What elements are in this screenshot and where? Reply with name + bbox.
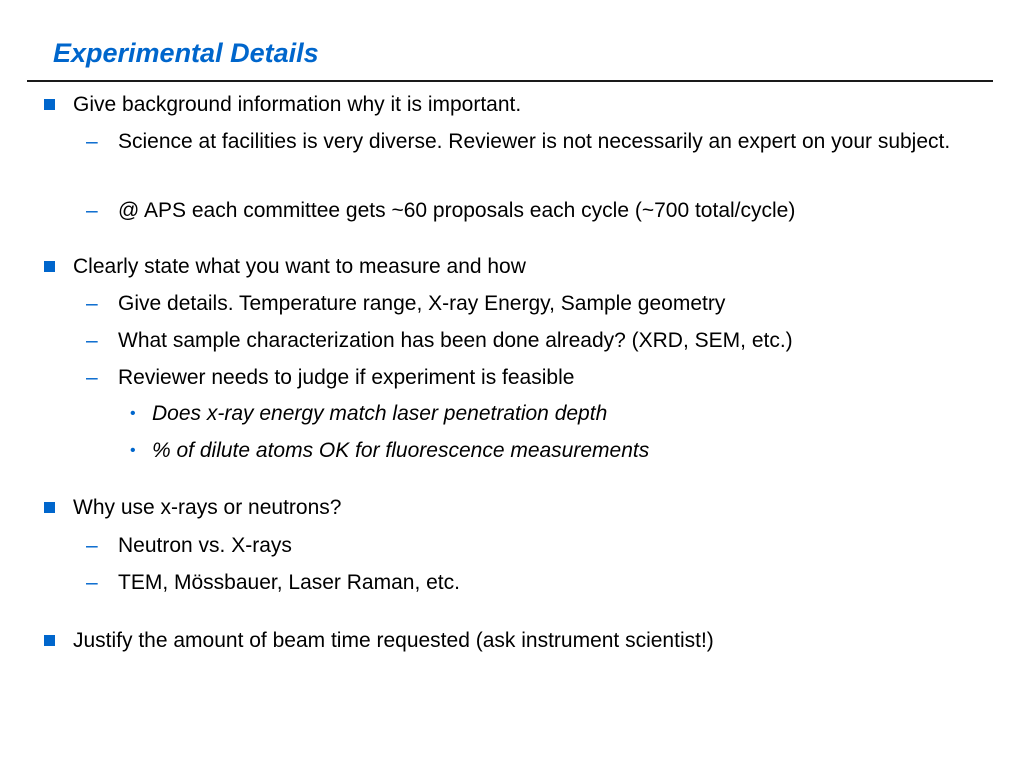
square-bullet-icon xyxy=(44,502,55,513)
bullet-text: Clearly state what you want to measure and how xyxy=(73,255,526,278)
sub-bullet-text: Neutron vs. X-rays xyxy=(118,534,292,557)
bullet-text: Why use x-rays or neutrons? xyxy=(73,496,342,519)
dot-bullet-icon: • xyxy=(130,405,136,422)
sub-sub-bullet-text: Does x-ray energy match laser penetration depth xyxy=(152,402,608,425)
bullet-text: Justify the amount of beam time requested (ask instrument scientist!) xyxy=(73,629,714,652)
dash-bullet-icon: – xyxy=(86,534,98,557)
bullet-text: Give background information why it is important. xyxy=(73,93,522,116)
dash-bullet-icon: – xyxy=(86,571,98,594)
dash-bullet-icon: – xyxy=(86,329,98,352)
dash-bullet-icon: – xyxy=(86,292,98,315)
sub-sub-bullet-text: % of dilute atoms OK for fluorescence measurements xyxy=(152,439,650,462)
sub-bullet-text: TEM, Mössbauer, Laser Raman, etc. xyxy=(118,571,460,594)
sub-bullet-text: Give details. Temperature range, X-ray Energy, Sample geometry xyxy=(118,292,726,315)
square-bullet-icon xyxy=(44,261,55,272)
dash-bullet-icon: – xyxy=(86,130,98,153)
sub-bullet-text: Science at facilities is very diverse. Reviewer is not necessarily an expert on your subject. xyxy=(118,130,951,153)
square-bullet-icon xyxy=(44,635,55,646)
sub-bullet-text: What sample characterization has been done already? (XRD, SEM, etc.) xyxy=(118,329,793,352)
dash-bullet-icon: – xyxy=(86,199,98,222)
sub-bullet-text: @ APS each committee gets ~60 proposals each cycle (~700 total/cycle) xyxy=(118,199,796,222)
dash-bullet-icon: – xyxy=(86,366,98,389)
dot-bullet-icon: • xyxy=(130,442,136,459)
square-bullet-icon xyxy=(44,99,55,110)
slide-title: Experimental Details xyxy=(53,38,319,68)
sub-bullet-text: Reviewer needs to judge if experiment is feasible xyxy=(118,366,575,389)
